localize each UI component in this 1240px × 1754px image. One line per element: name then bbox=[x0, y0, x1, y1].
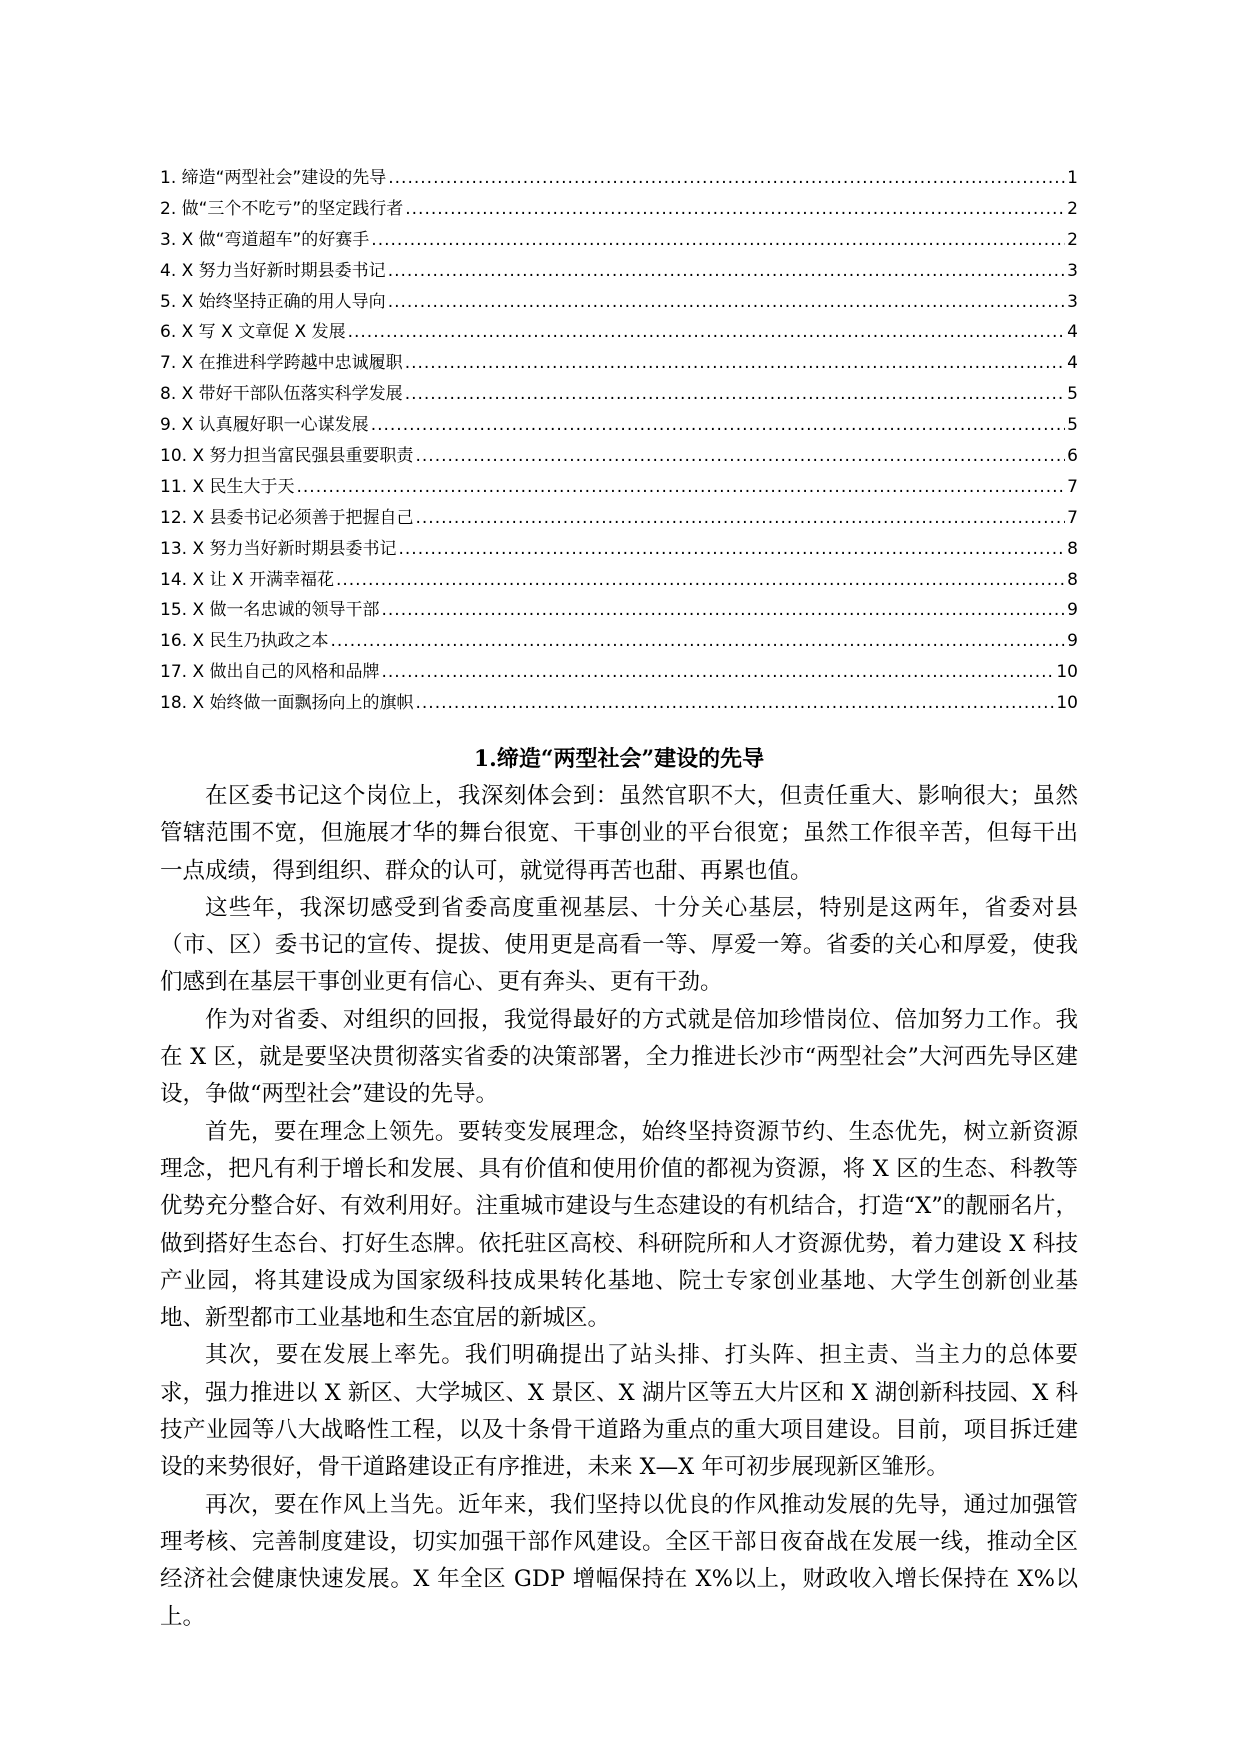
toc-entry[interactable] bbox=[160, 688, 1078, 719]
toc-dot-leader bbox=[416, 503, 1066, 534]
body-paragraph: 首先，要在理念上领先。要转变发展理念，始终坚持资源节约、生态优先，树立新资源理念，把凡有利于增长和发展、具有价值和使用价值的都视为资源，将 X 区的生态、科教等优势充分整合好、有效利用好。注重城市建设与生态建设的有机结合，打造“X”的靓丽名片，做到搭好生态台、打好生态牌。依托驻区高校、科研院所和人才资源优势，着力建设 X 科技产业园，将其建设成为国家级科技成果转化基地、院士专家创业基地、大学生创新创业基地、新型都市工业基地和生态宜居的新城区。 bbox=[160, 1118, 1078, 1332]
toc-entry-page: 8 bbox=[1067, 538, 1078, 559]
toc-entry-page: 3 bbox=[1067, 260, 1078, 281]
toc-dot-leader bbox=[348, 317, 1066, 348]
toc-entry-title: 8. X 带好干部队伍落实科学发展 bbox=[160, 384, 403, 405]
toc-entry-page: 9 bbox=[1067, 600, 1078, 621]
toc-dot-leader bbox=[382, 657, 1055, 688]
toc-dot-leader bbox=[371, 410, 1065, 441]
article-body bbox=[160, 778, 1078, 1636]
toc-entry-title: 9. X 认真履好职一心谋发展 bbox=[160, 415, 369, 436]
table-of-contents bbox=[160, 163, 1078, 719]
toc-dot-leader bbox=[371, 225, 1065, 256]
toc-entry-title: 1. 缔造“两型社会”建设的先导 bbox=[160, 168, 387, 188]
toc-entry[interactable] bbox=[160, 410, 1078, 441]
article-title: 1.缔造“两型社会”建设的先导 bbox=[473, 746, 765, 772]
toc-dot-leader bbox=[405, 348, 1065, 379]
toc-entry-page: 10 bbox=[1056, 693, 1078, 714]
toc-entry-page: 3 bbox=[1067, 291, 1078, 312]
toc-dot-leader bbox=[297, 472, 1066, 503]
toc-entry-title: 13. X 努力当好新时期县委书记 bbox=[160, 538, 397, 559]
toc-entry-page: 10 bbox=[1056, 662, 1078, 683]
toc-dot-leader bbox=[405, 194, 1065, 225]
toc-dot-leader bbox=[331, 626, 1066, 657]
toc-dot-leader bbox=[399, 534, 1066, 565]
toc-entry-page: 5 bbox=[1067, 415, 1078, 436]
toc-entry-title: 18. X 始终做一面飘扬向上的旗帜 bbox=[160, 693, 414, 714]
toc-entry[interactable] bbox=[160, 441, 1078, 472]
toc-entry-page: 1 bbox=[1067, 168, 1078, 188]
toc-dot-leader bbox=[405, 379, 1065, 410]
toc-dot-leader bbox=[388, 256, 1065, 287]
toc-entry[interactable] bbox=[160, 379, 1078, 410]
toc-entry[interactable] bbox=[160, 657, 1078, 688]
toc-dot-leader bbox=[416, 688, 1055, 719]
toc-entry[interactable] bbox=[160, 163, 1078, 194]
toc-dot-leader bbox=[388, 287, 1065, 318]
toc-entry[interactable] bbox=[160, 626, 1078, 657]
toc-entry-title: 12. X 县委书记必须善于把握自己 bbox=[160, 507, 414, 528]
body-paragraph: 这些年，我深切感受到省委高度重视基层、十分关心基层，特别是这两年，省委对县（市、区）委书记的宣传、提拔、使用更是高看一等、厚爱一筹。省委的关心和厚爱，使我们感到在基层干事创业更有信心、更有奔头、更有干劲。 bbox=[160, 894, 1078, 996]
toc-entry-title: 14. X 让 X 开满幸福花 bbox=[160, 569, 334, 590]
body-paragraph: 再次，要在作风上当先。近年来，我们坚持以优良的作风推动发展的先导，通过加强管理考核、完善制度建设，切实加强干部作风建设。全区干部日夜奋战在发展一线，推动全区经济社会健康快速发展。X 年全区 GDP 增幅保持在 X%以上，财政收入增长保持在 X%以上。 bbox=[160, 1491, 1078, 1630]
toc-entry-title: 16. X 民生乃执政之本 bbox=[160, 631, 329, 652]
toc-entry-page: 7 bbox=[1067, 476, 1078, 497]
toc-entry-title: 11. X 民生大于天 bbox=[160, 476, 295, 497]
toc-entry-page: 4 bbox=[1067, 322, 1078, 343]
toc-entry-title: 15. X 做一名忠诚的领导干部 bbox=[160, 600, 380, 621]
toc-entry-title: 7. X 在推进科学跨越中忠诚履职 bbox=[160, 353, 403, 374]
toc-entry-title: 3. X 做“弯道超车”的好赛手 bbox=[160, 229, 370, 250]
toc-entry-page: 9 bbox=[1067, 631, 1078, 652]
toc-entry-page: 5 bbox=[1067, 384, 1078, 405]
toc-entry-page: 6 bbox=[1067, 446, 1078, 467]
toc-entry-title: 17. X 做出自己的风格和品牌 bbox=[160, 662, 380, 683]
toc-dot-leader bbox=[382, 595, 1066, 626]
toc-entry-page: 4 bbox=[1067, 353, 1078, 374]
toc-entry[interactable] bbox=[160, 256, 1078, 287]
toc-entry-title: 5. X 始终坚持正确的用人导向 bbox=[160, 291, 386, 312]
toc-dot-leader bbox=[336, 565, 1065, 596]
toc-entry-page: 7 bbox=[1067, 507, 1078, 528]
toc-entry[interactable] bbox=[160, 503, 1078, 534]
toc-entry[interactable] bbox=[160, 287, 1078, 318]
toc-entry[interactable] bbox=[160, 225, 1078, 256]
toc-dot-leader bbox=[388, 163, 1065, 194]
toc-entry-page: 2 bbox=[1067, 198, 1078, 219]
toc-entry-page: 8 bbox=[1067, 569, 1078, 590]
toc-entry-page: 2 bbox=[1067, 229, 1078, 250]
toc-entry[interactable] bbox=[160, 565, 1078, 596]
body-paragraph: 作为对省委、对组织的回报，我觉得最好的方式就是倍加珍惜岗位、倍加努力工作。我在 X 区，就是要坚决贯彻落实省委的决策部署，全力推进长沙市“两型社会”大河西先导区建设，争做“两型社会”建设的先导。 bbox=[160, 1006, 1078, 1108]
toc-entry[interactable] bbox=[160, 595, 1078, 626]
toc-dot-leader bbox=[416, 441, 1066, 472]
toc-entry[interactable] bbox=[160, 194, 1078, 225]
toc-entry-title: 2. 做“三个不吃亏”的坚定践行者 bbox=[160, 198, 404, 219]
toc-entry-title: 4. X 努力当好新时期县委书记 bbox=[160, 260, 386, 281]
toc-entry-title: 10. X 努力担当富民强县重要职责 bbox=[160, 446, 414, 467]
toc-entry[interactable] bbox=[160, 534, 1078, 565]
toc-entry[interactable] bbox=[160, 317, 1078, 348]
toc-entry-title: 6. X 写 X 文章促 X 发展 bbox=[160, 322, 346, 343]
toc-entry[interactable] bbox=[160, 348, 1078, 379]
body-paragraph: 在区委书记这个岗位上，我深刻体会到：虽然官职不大，但责任重大、影响很大；虽然管辖范围不宽，但施展才华的舞台很宽、干事创业的平台很宽；虽然工作很辛苦，但每干出一点成绩，得到组织、群众的认可，就觉得再苦也甜、再累也值。 bbox=[160, 783, 1078, 884]
toc-entry[interactable] bbox=[160, 472, 1078, 503]
body-paragraph: 其次，要在发展上率先。我们明确提出了站头排、打头阵、担主责、当主力的总体要求，强力推进以 X 新区、大学城区、X 景区、X 湖片区等五大片区和 X 湖创新科技园、X 科技产业园等八大战略性工程，以及十条骨干道路为重点的重大项目建设。目前，项目拆迁建设的来势很好，骨干道路建设正有序推进，未来 X—X 年可初步展现新区雏形。 bbox=[160, 1342, 1078, 1481]
